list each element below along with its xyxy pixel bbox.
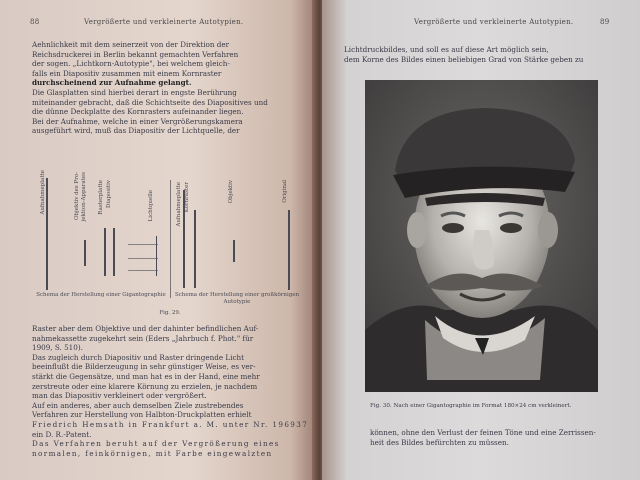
text-line: Verfahren zur Herstellung von Halbton-Druckplatten erhielt	[32, 410, 252, 420]
right-page-number: 89	[600, 18, 610, 26]
text-line: Auf ein anderes, aber auch demselben Ziele zustrebendes	[32, 400, 244, 410]
text-line: ein D. R.-Patent.	[32, 429, 92, 439]
figure-caption-right: Schema der Herstellung einer großkörnigen Autotypie	[174, 292, 300, 305]
text-line: Reichsdruckerei in Berlin bekannt gemachten Verfahren	[32, 49, 239, 59]
figure-line	[104, 228, 106, 276]
figure-line	[128, 244, 158, 245]
figure-label: Aufnahmeplatte	[176, 182, 182, 227]
text-line: Bei der Aufnahme, welche in einer Vergrößerungskamera	[32, 116, 243, 126]
figure-line	[84, 240, 86, 266]
text-line: die dünne Deckplatte des Kornrasters aufeinander liegen.	[32, 107, 244, 117]
text-line: ausgeführt wird, muß das Diapositiv der Lichtquelle, der	[32, 126, 240, 136]
text-line: zerstreute oder eine klarere Körnung zu erzielen, je nachdem	[32, 381, 258, 391]
figure-label: Rasterplatte	[98, 180, 104, 215]
figure-line	[128, 270, 158, 271]
figure-line	[128, 258, 158, 259]
left-page	[0, 0, 316, 480]
text-line: nahmekassette zugekehrt sein (Eders „Jahrbuch f. Phot." für	[32, 333, 254, 343]
portrait-image	[365, 80, 598, 392]
figure-label: Lichtquelle	[148, 190, 154, 222]
text-line: man das Diapositiv verkleinert oder vergrößert.	[32, 391, 207, 401]
figure-label: Original	[282, 180, 288, 203]
figure-label: Kornraster	[184, 182, 190, 213]
figure-label: jektion-Apparates	[81, 172, 87, 222]
left-page-number: 88	[30, 18, 40, 26]
right-running-head: Vergrößerte und verkleinerte Autotypien.	[414, 18, 574, 26]
text-line: Das zugleich durch Diapositiv und Raster dringende Licht	[32, 352, 244, 362]
text-line: stärkt die Gegensätze, und man hat es in der Hand, eine mehr	[32, 372, 260, 381]
figure-line	[194, 210, 196, 288]
text-line: Die Glasplatten sind hierbei derart in engste Berührung	[32, 88, 237, 97]
text-line: durchscheinend zur Aufnahme gelangt.	[32, 78, 192, 88]
text-line: falls ein Diapositiv zusammen mit einem Kornraster	[32, 68, 222, 78]
text-line: Das Verfahren beruht auf der Vergrößerung eines	[32, 439, 280, 449]
figure-number: Fig. 29.	[159, 310, 181, 316]
figure-line	[156, 236, 157, 276]
text-line: Friedrich Hemsath in Frankfurt a. M. unter Nr. 196937	[32, 420, 309, 429]
figure-line	[46, 178, 48, 290]
portrait-photo	[365, 80, 598, 392]
figure-label: Diapositiv	[106, 180, 112, 208]
figure-label: Objektiv des Pro-	[74, 172, 80, 220]
figure-divider	[170, 180, 171, 298]
text-line: heit des Bildes befürchten zu müssen.	[370, 438, 509, 447]
figure-line	[113, 228, 115, 276]
text-line: miteinander gebracht, daß die Schichtseite des Diapositives und	[32, 97, 268, 107]
text-line: Raster aber dem Objektive und der dahinter befindlichen Auf-	[32, 324, 259, 333]
text-line: 1909, S. 510).	[32, 343, 83, 353]
photo-caption: Fig. 30. Nach einer Gigantographie im Format 180×24 cm verkleinert.	[370, 403, 572, 409]
text-line: Lichtdruckbildes, und soll es auf diese Art möglich sein,	[344, 45, 549, 54]
left-running-head: Vergrößerte und verkleinerte Autotypien.	[84, 18, 244, 26]
text-line: der sogen. „Lichtkorn-Autotypie", bei welchem gleich-	[32, 59, 230, 69]
figure-label: Objektiv	[228, 180, 234, 204]
text-line: beeinflußt die Bilderzeugung in sehr günstiger Weise, es ver-	[32, 362, 256, 372]
figure-label: Aufnahmeplatte	[40, 170, 46, 215]
text-line: normalen, feinkörnigen, mit Farbe eingewalzten	[32, 448, 273, 458]
figure-line	[233, 240, 235, 262]
text-line: Aehnlichkeit mit dem seinerzeit von der Direktion der	[32, 40, 230, 49]
figure-caption-left: Schema der Herstellung einer Gigantographie	[36, 292, 166, 298]
right-page	[322, 0, 640, 480]
text-line: können, ohne den Verlust der feinen Töne und eine Zerrissen-	[370, 428, 596, 437]
text-line: dem Korne des Bildes einen beliebigen Grad von Stärke geben zu	[344, 54, 584, 64]
figure-line	[288, 210, 290, 290]
